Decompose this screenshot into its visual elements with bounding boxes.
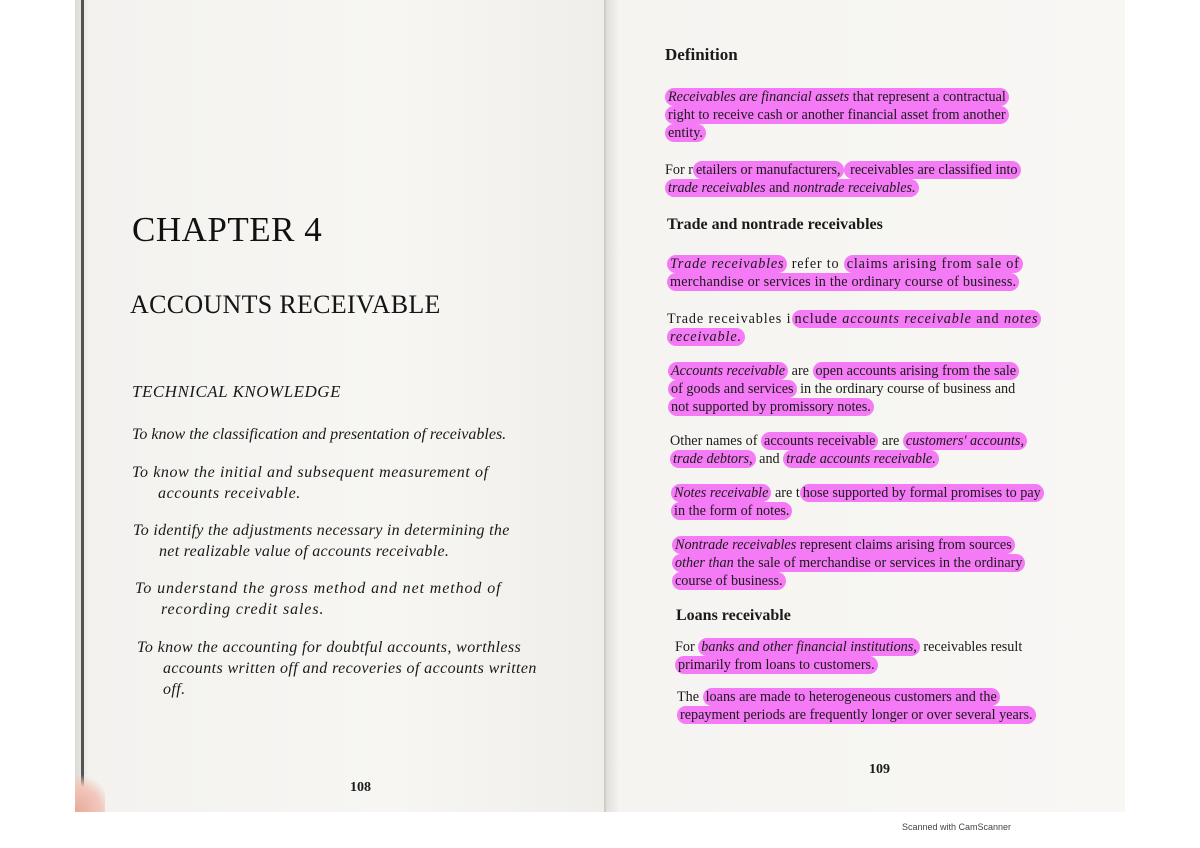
objective-text: To identify the adjustments necessary in determining the [133, 522, 510, 539]
paragraph-loans-terms [677, 688, 1036, 724]
paragraph-definition [665, 88, 1009, 142]
highlight: customers' accounts, [905, 433, 1024, 449]
text: and [765, 180, 794, 196]
scan-caption: Scanned with CamScanner [902, 822, 1012, 832]
trade-nontrade-heading: Trade and nontrade receivables [667, 216, 883, 233]
objective-text: To know the classification and presentation of receivables. [132, 426, 507, 443]
highlight: not supported by promissory notes. [668, 398, 874, 416]
highlight: entity. [665, 124, 706, 142]
paragraph-trade-include [667, 310, 1041, 346]
highlight: open accounts arising from the sale [813, 362, 1020, 380]
paragraph-nontrade [672, 536, 1025, 590]
right-page [608, 0, 1125, 812]
text: represent claims arising from sources [796, 537, 1012, 553]
text: refer to [787, 256, 844, 272]
highlight: hose supported by formal promises to pay [800, 484, 1044, 502]
text: are t [771, 485, 800, 501]
page-number-right: 109 [869, 762, 890, 777]
paragraph-classification [665, 161, 1021, 197]
highlight: Trade receivables [670, 256, 785, 272]
chapter-title: CHAPTER 4 [132, 210, 323, 249]
objective-item [132, 462, 592, 504]
highlight: Accounts receivable [671, 363, 786, 379]
highlight: loans are made to heterogeneous customers and the [703, 688, 1000, 706]
paragraph-loans [675, 638, 1022, 674]
page-number-left: 108 [350, 780, 371, 795]
objective-text: accounts written off and recoveries of accounts written [163, 660, 537, 677]
highlight: in the form of notes. [671, 502, 792, 520]
objective-text: net realizable value of accounts receivable. [159, 543, 450, 560]
highlight: Nontrade receivables [675, 537, 797, 553]
highlight: receivable. [670, 329, 742, 345]
text: and [971, 311, 1004, 327]
highlight: merchandise or services in the ordinary course of business. [667, 273, 1019, 291]
highlight: of goods and services [668, 380, 797, 398]
objective-text: off. [163, 681, 186, 698]
text: accounts receivable [842, 311, 972, 327]
text: receivables result [919, 639, 1023, 655]
objective-text: accounts receivable. [158, 485, 301, 502]
text: Other names of [670, 433, 762, 449]
definition-heading: Definition [665, 45, 738, 64]
objective-text: To understand the gross method and net method of [135, 580, 502, 597]
section-title: ACCOUNTS RECEIVABLE [130, 290, 441, 319]
text: The [677, 689, 703, 705]
left-page [75, 0, 608, 812]
text: are [788, 363, 813, 379]
highlight: trade debtors, [673, 451, 753, 467]
highlight: receivables are classified into [844, 161, 1021, 179]
text: in the ordinary course of business and [796, 381, 1016, 397]
objective-item [132, 424, 592, 445]
highlight: Receivables are financial assets [668, 89, 850, 105]
highlight: etailers or manufacturers, [693, 161, 844, 179]
paragraph-trade-receivables [667, 255, 1023, 291]
highlight: right to receive cash or another financial asset from another [665, 106, 1009, 124]
highlight: banks and other financial institutions, [701, 639, 917, 655]
highlight: repayment periods are frequently longer or over several years. [677, 706, 1036, 724]
technical-knowledge-heading: TECHNICAL KNOWLEDGE [132, 382, 341, 401]
text: are [878, 433, 903, 449]
highlight: nclude [794, 311, 843, 327]
paragraph-notes-receivable [671, 484, 1044, 520]
objective-item [135, 578, 595, 620]
text: For r [665, 162, 693, 178]
objective-text: To know the initial and subsequent measurement of [132, 464, 489, 481]
paragraph-other-names [670, 432, 1027, 468]
text: other than [675, 555, 734, 571]
text: For [675, 639, 699, 655]
highlight: primarily from loans to customers. [675, 656, 878, 674]
highlight: accounts receivable [761, 432, 878, 450]
thumb-shadow [75, 775, 105, 812]
text: and [755, 451, 784, 467]
text: Trade receivables i [667, 311, 792, 327]
text: notes [1003, 311, 1039, 327]
loans-heading: Loans receivable [676, 607, 791, 624]
text: trade receivables [668, 180, 766, 196]
text: the sale of merchandise or services in the ordinary [733, 555, 1023, 571]
objective-item [137, 637, 597, 700]
paragraph-accounts-receivable [668, 362, 1019, 416]
highlight: claims arising from sale of [844, 255, 1023, 273]
objective-text: To know the accounting for doubtful accounts, worthless [137, 639, 522, 656]
highlight: Notes receivable [674, 485, 769, 501]
objective-text: recording credit sales. [161, 601, 325, 618]
objective-item [133, 520, 593, 562]
text: that represent a contractual [849, 89, 1006, 105]
highlight: trade accounts receivable. [786, 451, 936, 467]
text: nontrade receivables. [793, 180, 916, 196]
highlight: course of business. [672, 572, 786, 590]
